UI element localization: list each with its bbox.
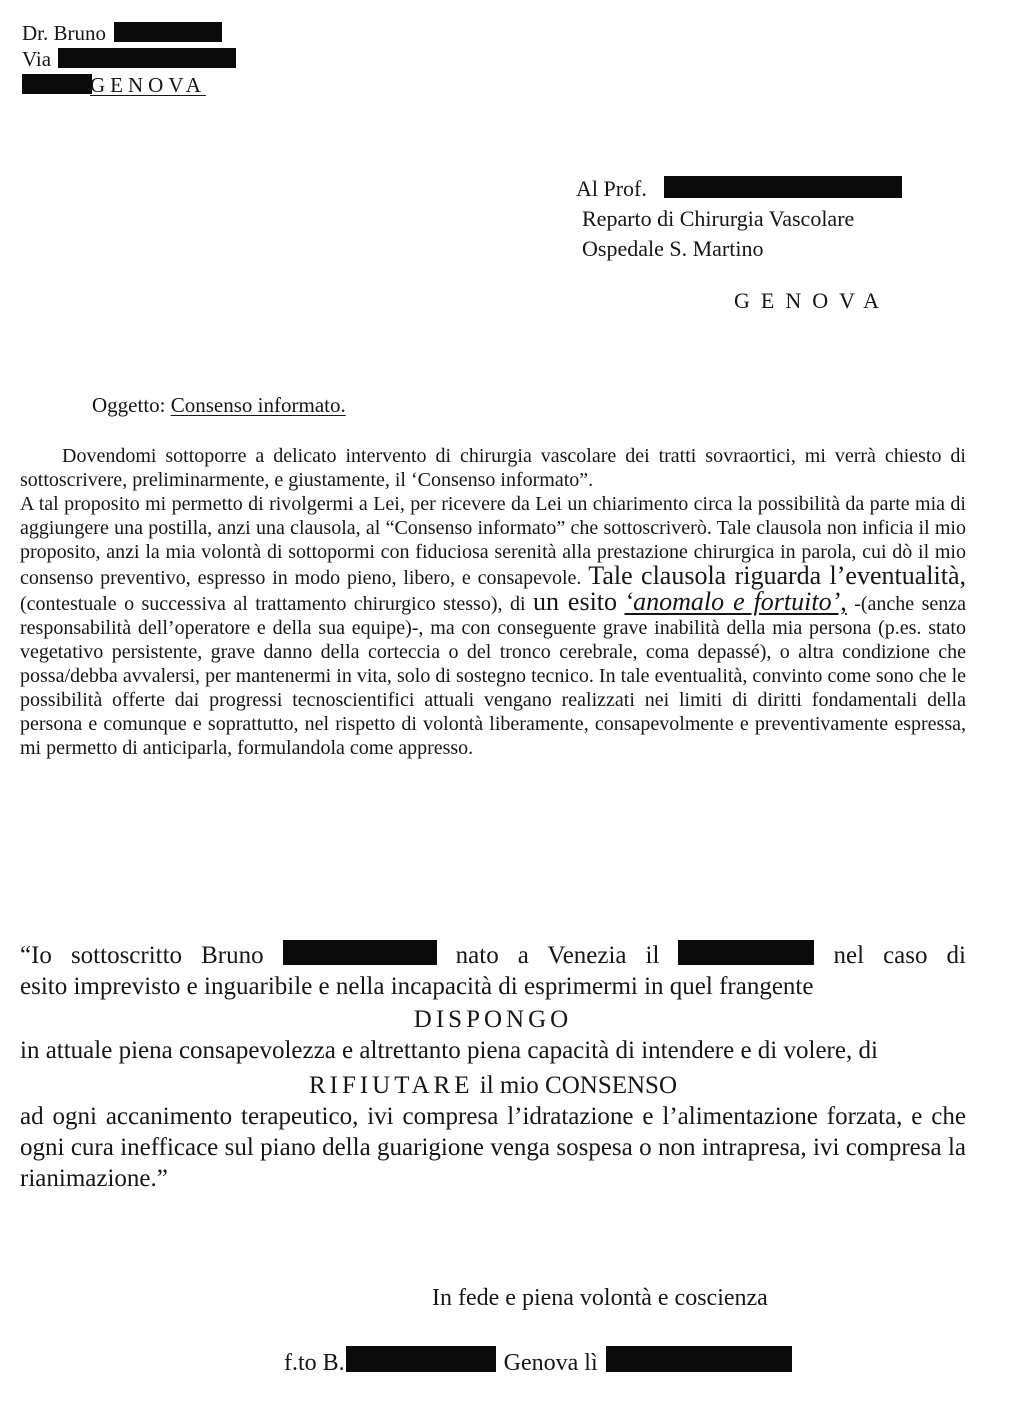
recipient-title-line [576, 174, 902, 204]
declaration-rifiutare: RIFIUTARE [308, 1072, 474, 1099]
sender-city: GENOVA [90, 73, 206, 97]
sender-block [22, 20, 236, 98]
sender-name: Dr. Bruno [22, 21, 106, 45]
body-p2-rest: -(anche senza responsabilità dell’operatore e della sua equipe)-, ma con conseguente grave inabilità della mia persona (p.es. stato vegetativo persistente, grave danno della corteccia o del tronco cerebrale, coma depassé), o altra condizione che possa/debba avvalersi, per mantenermi in vita, solo di sostegno tecnico. In tale eventualità, convinto come sono che le possibilità offerte dai progressi tecnoscientifici attuali vengano realizzati nei limiti di diritti fondamentali della persona e comunque e soprattutto, nel rispetto di volontà liberamente, consapevolmente e preventivamente espressa, mi permetto di anticiparla, formulandola come appresso. [20, 593, 967, 759]
letter-body [20, 444, 966, 760]
recipient-dept: Reparto di Chirurgia Vascolare [582, 206, 855, 231]
recipient-city: GENOVA [734, 288, 891, 313]
body-p2-esito: un esito [532, 587, 618, 616]
sender-city-line [22, 72, 236, 98]
redaction-bar [664, 176, 902, 198]
signature-label: f.to B. [284, 1350, 345, 1376]
recipient-block [576, 174, 902, 264]
closing-fede: In fede e piena volontà e coscienza [432, 1285, 768, 1311]
subject-text: Consenso informato. [170, 393, 346, 417]
declaration-name: “Io sottoscritto Bruno [20, 942, 264, 969]
declaration-dispongo: DISPONGO [413, 1006, 573, 1033]
declaration-line-2: esito imprevisto e inguaribile e nella incapacità di esprimermi in quel frangente [20, 973, 814, 1000]
body-paragraph-1: Dovendomi sottoporre a delicato intervento di chirurgia vascolare dei tratti sovraortici, mi verrà chiesto di sottoscrivere, preliminarmente, e giustamente, il ‘Consenso informato”. [20, 445, 966, 491]
sender-street-label: Via [22, 47, 52, 71]
declaration-line-3: in attuale piena consapevolezza e altrettanto piena capacità di intendere e di volere, di [20, 1037, 878, 1064]
redaction-bar [283, 940, 437, 965]
body-p2-intro: A tal proposito mi permetto di rivolgermi a Lei, per ricevere da Lei un chiarimento circa la possibilità da parte mia di aggiungere una postilla, anzi una clausola, al “Consenso informato” che sottoscriverò. Tale clausola non inficia il mio proposito, anzi la mia volontà di sottopormi con fiduciosa serenità alla prestazione chirurgica in parola, cui dò il mio consenso preventivo, espresso in modo pieno, libero, e consapevole. [20, 493, 966, 589]
sender-address-line [22, 46, 236, 72]
body-p2-clause-lead: Tale clausola riguarda l’eventualità, [588, 561, 966, 590]
declaration-line-1 [20, 940, 966, 971]
redaction-bar [606, 1346, 792, 1372]
body-p2-italic-phrase: ‘anomalo e fortuito’, [624, 587, 847, 616]
declaration-case: nel caso di [833, 942, 966, 969]
body-p2-clause-context: (contestuale o successiva al trattamento chirurgico stesso), di [20, 593, 526, 615]
redaction-bar [58, 48, 236, 68]
subject-label: Oggetto: [92, 393, 166, 417]
redaction-bar [22, 74, 92, 94]
declaration-line-4: ad ogni accanimento terapeutico, ivi compresa l’idratazione e l’alimentazione forzata, e che ogni cura inefficace sul piano della guarigione venga sospesa o non intrapresa, ivi compresa la rianimazione.” [20, 1103, 966, 1192]
declaration-consenso: il mio CONSENSO [479, 1072, 678, 1099]
recipient-hospital: Ospedale S. Martino [582, 236, 764, 261]
subject-line [92, 393, 346, 418]
declaration-birthplace: nato a Venezia il [455, 942, 660, 969]
recipient-title: Al Prof. [576, 176, 647, 201]
redaction-bar [678, 940, 814, 965]
declaration [20, 940, 966, 1194]
redaction-bar [114, 22, 222, 42]
sender-name-line [22, 20, 236, 46]
signature-place: Genova lì [503, 1350, 598, 1376]
body-paragraph-2 [20, 492, 966, 760]
signature-line [284, 1346, 792, 1377]
declaration-rifiutare-line [20, 1070, 966, 1101]
redaction-bar [346, 1346, 496, 1372]
